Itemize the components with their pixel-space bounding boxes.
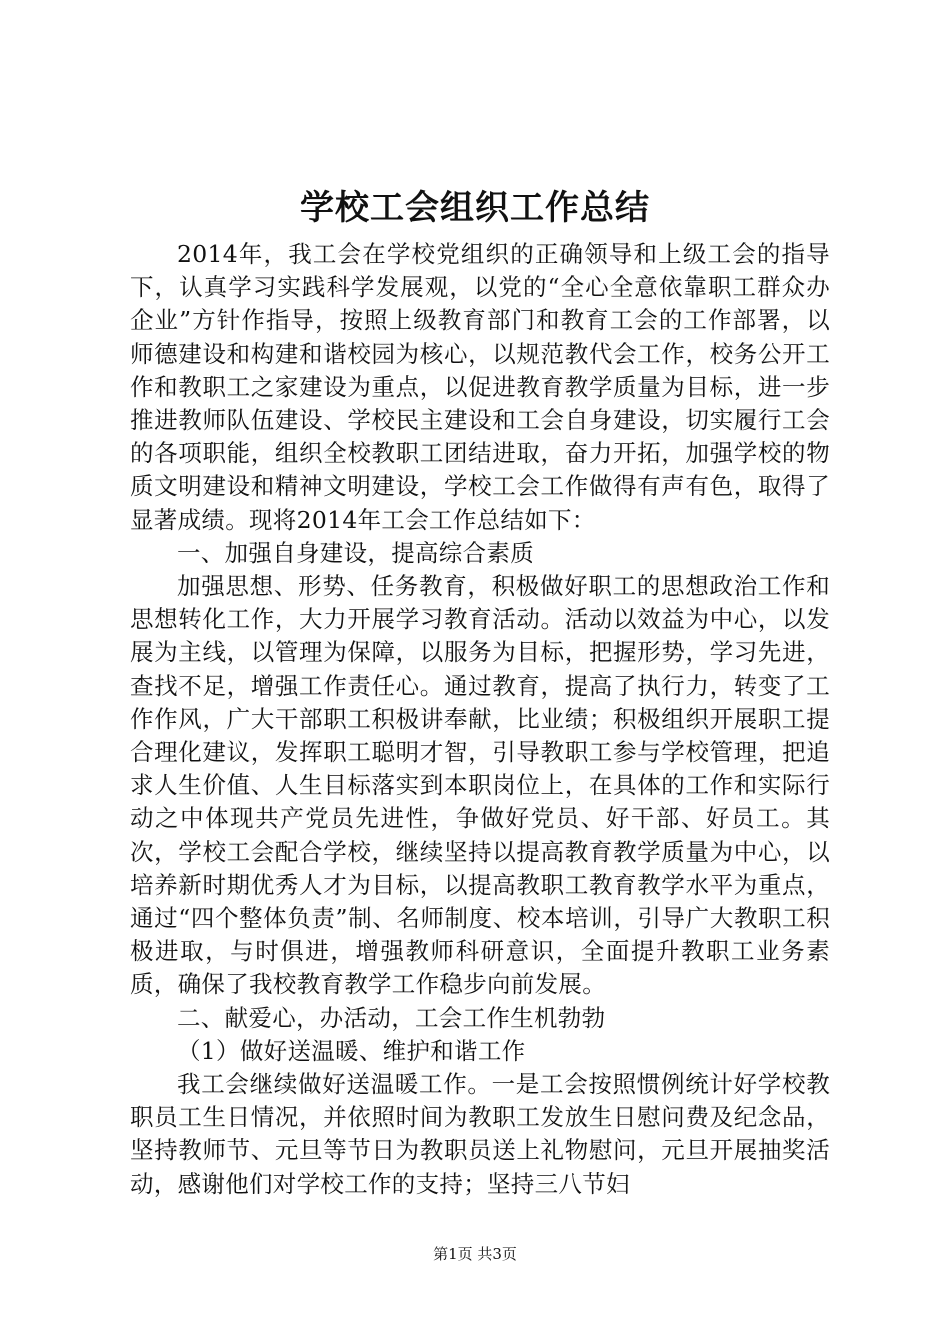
document-body [130, 238, 830, 1201]
section-heading-1: 一、加强自身建设，提高综合素质 [177, 538, 534, 567]
paragraph-intro: 2014年，我工会在学校党组织的正确领导和上级工会的指导下，认真学习实践科学发展观，以党的“全心全意依靠职工群众办企业”方针作指导，按照上级教育部门和教育工会的工作部署，以师德建设和构建和谐校园为核心，以规范教代会工作，校务公开工作和教职工之家建设为重点，以促进教育教学质量为目标，进一步推进教师队伍建设、学校民主建设和工会自身建设，切实履行工会的各项职能，组织全校教职工团结进取，奋力开拓，加强学校的物质文明建设和精神文明建设，学校工会工作做得有声有色，取得了显著成绩。现将2014年工会工作总结如下： [130, 240, 830, 534]
paragraph-subsection-1: 我工会继续做好送温暖工作。一是工会按照惯例统计好学校教职员工生日情况，并依照时间为教职工发放生日慰问费及纪念品，坚持教师节、元旦等节日为教职员送上礼物慰问，元旦开展抽奖活动，感谢他们对学校工作的支持；坚持三八节妇 [130, 1070, 830, 1198]
subsection-heading-1: （1）做好送温暖、维护和谐工作 [177, 1036, 526, 1065]
page-footer: 第1页 共3页 [433, 1245, 517, 1263]
paragraph-section-1: 加强思想、形势、任务教育，积极做好职工的思想政治工作和思想转化工作，大力开展学习教育活动。活动以效益为中心，以发展为主线，以管理为保障，以服务为目标，把握形势，学习先进，查找不足，增强工作责任心。通过教育，提高了执行力，转变了工作作风，广大干部职工积极讲奉献，比业绩；积极组织开展职工提合理化建议，发挥职工聪明才智，引导教职工参与学校管理，把追求人生价值、人生目标落实到本职岗位上，在具体的工作和实际行动之中体现共产党员先进性，争做好党员、好干部、好员工。其次，学校工会配合学校，继续坚持以提高教育教学质量为中心，以培养新时期优秀人才为目标，以提高教职工教育教学水平为重点，通过“四个整体负责”制、名师制度、校本培训，引导广大教职工积极进取，与时俱进，增强教师科研意识，全面提升教职工业务素质，确保了我校教育教学工作稳步向前发展。 [130, 572, 830, 999]
section-heading-2: 二、献爱心，办活动，工会工作生机勃勃 [177, 1003, 606, 1032]
document-title: 学校工会组织工作总结 [300, 188, 650, 228]
